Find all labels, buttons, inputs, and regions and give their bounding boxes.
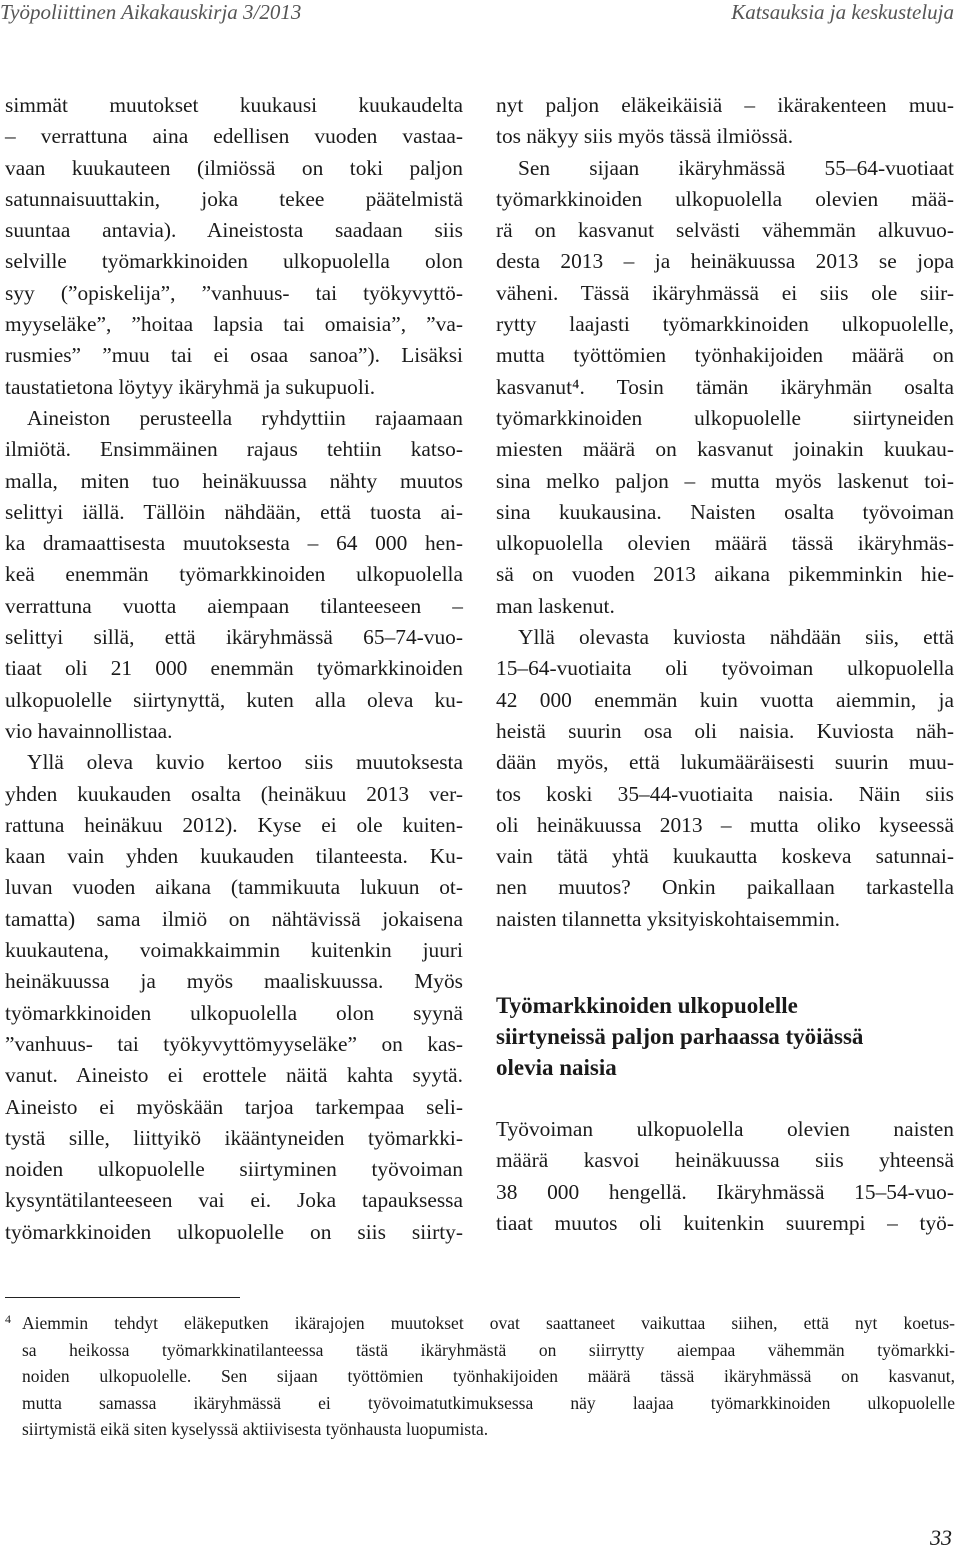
text-line: kasvanut⁴. Tosin tämän ikäryhmän osalta: [496, 374, 954, 399]
text-line: myyseläke”, ”hoitaa lapsia tai omaisia”, ”va-: [5, 312, 463, 337]
text-line: tiaat oli 21 000 enemmän työmarkkinoiden: [5, 656, 463, 681]
text-line: nen muutos? Onkin paikallaan tarkastella: [496, 875, 954, 900]
text-line: keä enemmän työmarkkinoiden ulkopuolella: [5, 562, 463, 587]
text-line: sina kuukausina. Naisten osalta työvoiman: [496, 499, 954, 524]
text-line: kuukautena, voimakkaimmin kuitenkin juuri: [5, 938, 463, 963]
text-line: 15–64-vuotiaita oli työvoiman ulkopuolella: [496, 656, 954, 681]
text-line: miesten määrä on kasvanut joinakin kuukau-: [496, 437, 954, 462]
text-line: ulkopuolella olevien määrä tässä ikäryhmäs-: [496, 531, 954, 556]
text-line: määrä kasvoi heinäkuussa siis yhteensä: [496, 1148, 954, 1173]
text-line: ka dramaattisesta muutoksesta – 64 000 hen-: [5, 531, 463, 556]
text-line: Sen sijaan ikäryhmässä 55–64-vuotiaat: [518, 155, 954, 180]
text-line: työmarkkinoiden ulkopuolelle on siis siirty-: [5, 1219, 463, 1244]
text-line: tiaat muutos oli kuitenkin suurempi – työ-: [496, 1210, 954, 1235]
text-line: vio havainnollistaa.: [5, 718, 173, 743]
section-title: Katsauksia ja keskusteluja: [731, 0, 954, 24]
text-line: verrattuna vuotta aiempaan tilanteeseen –: [5, 593, 463, 618]
text-line: vanut. Aineisto ei erottele näitä kahta syytä.: [5, 1063, 463, 1088]
running-header: [0, 0, 960, 26]
text-line: sina melko paljon – mutta myös laskenut toi-: [496, 468, 954, 493]
text-line: selittyi sillä, että ikäryhmässä 65–74-vuo-: [5, 625, 463, 650]
footnote-line: noiden ulkopuolelle. Sen sijaan työttömien työnhakijoiden määrä tässä ikäryhmässä on kasvanut,: [22, 1366, 955, 1386]
text-line: rytty laajasti työmarkkinoiden ulkopuolelle,: [496, 312, 954, 337]
text-line: Yllä olevasta kuviosta nähdään siis, että: [518, 625, 954, 650]
text-line: naisten tilannetta yksityiskohtaisemmin.: [496, 906, 840, 931]
left-column: [5, 90, 463, 1248]
text-line: syy (”opiskelija”, ”vanhuus- tai työkyvyttö-: [5, 280, 463, 305]
text-line: taustatietona löytyy ikäryhmä ja sukupuoli.: [5, 374, 376, 399]
text-line: ilmiötä. Ensimmäinen rajaus tehtiin katso-: [5, 437, 463, 462]
text-line: tos koski 35–44-vuotiaita naisia. Näin siis: [496, 781, 954, 806]
text-line: satunnaisuuttakin, joka tekee päätelmistä: [5, 186, 463, 211]
footnote-line: mutta samassa ikäryhmässä ei työvoimatutkimuksessa näy laajaa työmarkkinoiden ulkopuolelle: [22, 1392, 955, 1413]
heading-line: siirtyneissä paljon parhaassa työiässä: [496, 1024, 864, 1049]
section-heading: [496, 990, 954, 1083]
text-line: desta 2013 – ja heinäkuussa 2013 se jopa: [496, 249, 954, 274]
journal-title: Työpoliittinen Aikakauskirja 3/2013: [0, 0, 302, 24]
text-line: 42 000 enemmän kuin vuotta aiemmin, ja: [496, 687, 954, 712]
footnote-number: 4: [5, 1312, 11, 1326]
text-line: Aineisto ei myöskään tarjoa tarkempaa seli-: [5, 1094, 463, 1119]
text-line: Työvoiman ulkopuolella olevien naisten: [496, 1117, 954, 1141]
text-line: sä on vuoden 2013 aikana pikemminkin hie-: [496, 562, 954, 587]
text-line: yhden kuukauden osalta (heinäkuu 2013 ver-: [5, 781, 463, 806]
footnote-rule: [5, 1297, 240, 1298]
text-line: väheni. Tässä ikäryhmässä ei siis ole siir-: [496, 280, 954, 305]
text-line: työmarkkinoiden ulkopuolella olevien mää-: [496, 186, 954, 211]
text-line: 38 000 hengellä. Ikäryhmässä 15–54-vuo-: [496, 1179, 954, 1204]
footnote-line: sa heikossa työmarkkinatilanteessa tästä ikäryhmästä on siirrytty aiempaa vähemmän työmarkki-: [22, 1339, 955, 1360]
text-line: nyt paljon eläkeikäisiä – ikärakenteen muu-: [496, 93, 954, 117]
text-line: man laskenut.: [496, 593, 615, 618]
text-line: vain tätä yhtä kuukautta koskeva satunnai-: [496, 844, 954, 869]
text-line: työmarkkinoiden ulkopuolella olon syynä: [5, 1000, 463, 1025]
text-line: vaan kuukauteen (ilmiössä on toki paljon: [5, 155, 463, 180]
text-line: Aineiston perusteella ryhdyttiin rajaamaan: [27, 405, 463, 430]
text-line: malla, miten tuo heinäkuussa nähty muutos: [5, 468, 463, 493]
text-line: tos näkyy siis myös tässä ilmiössä.: [496, 124, 794, 149]
footnote-line: Aiemmin tehdyt eläkeputken ikärajojen muutokset ovat saattaneet vaikuttaa siihen, että nyt koetus-: [22, 1313, 955, 1333]
text-line: kysyntätilanteeseen vai ei. Joka tapauksessa: [5, 1188, 463, 1213]
text-line: heinäkuussa ja myös maaliskuussa. Myös: [5, 969, 463, 994]
text-line: työmarkkinoiden ulkopuolelle siirtyneiden: [496, 405, 954, 430]
page-number: 33: [930, 1525, 952, 1550]
text-line: rattuna heinäkuu 2012). Kyse ei ole kuiten-: [5, 812, 463, 837]
text-line: kaan vain yhden kuukauden tilanteesta. Ku-: [5, 844, 463, 869]
text-line: rä on kasvanut selvästi vähemmän alkuvuo-: [496, 218, 954, 243]
text-line: suuntaa antavia). Aineistosta saadaan siis: [5, 218, 463, 243]
text-line: tystä sille, liittyikö ikääntyneiden työmarkki-: [5, 1125, 463, 1150]
text-line: oli heinäkuussa 2013 – mutta oliko kyseessä: [496, 812, 954, 837]
right-column-top: [496, 90, 954, 935]
text-line: Yllä oleva kuvio kertoo siis muutoksesta: [27, 750, 463, 775]
text-line: mutta työttömien työnhakijoiden määrä on: [496, 343, 954, 368]
text-line: simmät muutokset kuukausi kuukaudelta: [5, 93, 463, 117]
heading-line: olevia naisia: [496, 1055, 617, 1080]
text-line: luvan vuoden aikana (tammikuuta lukuun ot-: [5, 875, 463, 900]
heading-line: Työmarkkinoiden ulkopuolelle: [496, 993, 798, 1018]
text-line: tamatta) sama ilmiö on nähtävissä jokaisena: [5, 906, 463, 931]
text-line: – verrattuna aina edellisen vuoden vastaa-: [5, 124, 463, 149]
footnote-line: siirtymistä eikä siten kyselyssä aktiivisesta työnhausta luopumista.: [22, 1419, 489, 1439]
text-line: selittyi iällä. Tällöin nähdään, että tuosta ai-: [5, 499, 463, 524]
right-column-bottom: [496, 1114, 954, 1239]
text-line: dään myös, että lukumääräisesti suurin muu-: [496, 750, 954, 775]
text-line: noiden ulkopuolelle siirtyminen työvoiman: [5, 1157, 463, 1182]
footnote: [5, 1310, 955, 1443]
text-line: selville työmarkkinoiden ulkopuolella olon: [5, 249, 463, 274]
text-line: ulkopuolelle siirtynyttä, kuten alla oleva ku-: [5, 687, 463, 712]
text-line: ”vanhuus- tai työkyvyttömyyseläke” on kas-: [5, 1031, 463, 1056]
text-line: rusmies” ”muu tai ei osaa sanoa”). Lisäksi: [5, 343, 463, 368]
text-line: heistä suurin osa oli naisia. Kuviosta näh-: [496, 718, 954, 743]
